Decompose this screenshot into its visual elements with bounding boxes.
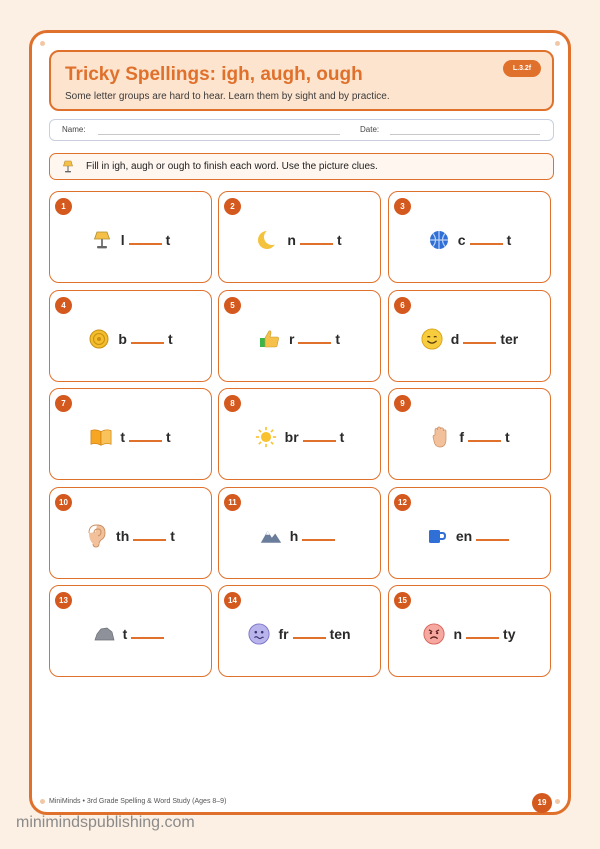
- word-start: l: [120, 232, 125, 248]
- word-end: t: [505, 429, 510, 445]
- word-end: t: [165, 232, 171, 248]
- word-row: [219, 229, 380, 251]
- page-subtitle: Some letter groups are hard to hear. Learn them by sight and by practice.: [65, 91, 390, 102]
- item-number-badge: 6: [394, 297, 411, 314]
- item-number-badge: 7: [55, 395, 72, 412]
- answer-blank[interactable]: [129, 243, 162, 245]
- exercise-card: [218, 585, 381, 677]
- angry-face-icon: [423, 623, 445, 645]
- word-start: n: [287, 232, 296, 248]
- word-end: t: [339, 429, 345, 445]
- instruction-text: Fill in igh, augh or ough to finish each word. Use the picture clues.: [86, 161, 378, 172]
- word-row: [389, 328, 550, 350]
- date-field[interactable]: [390, 134, 540, 135]
- footer-text: MiniMinds • 3rd Grade Spelling & Word Study (Ages 8–9): [49, 798, 227, 805]
- word-end: t: [167, 331, 173, 347]
- rock-icon: [93, 623, 115, 645]
- lamp-icon: [91, 229, 113, 251]
- page-title: Tricky Spellings: igh, augh, ough: [65, 64, 363, 85]
- sun-icon: [255, 426, 277, 448]
- answer-blank[interactable]: [293, 637, 326, 639]
- item-number-badge: 2: [224, 198, 241, 215]
- word-start: en: [455, 528, 473, 544]
- mountain-icon: [260, 525, 282, 547]
- moon-icon: [257, 229, 279, 251]
- corner-dot: [40, 799, 45, 804]
- answer-blank[interactable]: [303, 440, 336, 442]
- exercise-card: [388, 585, 551, 677]
- exercise-card: [388, 191, 551, 283]
- word-start: fr: [278, 626, 289, 642]
- word-start: h: [289, 528, 299, 544]
- answer-blank[interactable]: [468, 440, 501, 442]
- ball-icon: [428, 229, 450, 251]
- answer-blank[interactable]: [129, 440, 162, 442]
- word-row: [389, 525, 550, 547]
- answer-blank[interactable]: [133, 539, 166, 541]
- item-number-badge: 10: [55, 494, 72, 511]
- word-row: [219, 328, 380, 350]
- corner-dot: [555, 41, 560, 46]
- exercise-card: [218, 191, 381, 283]
- word-start: t: [120, 429, 125, 445]
- word-row: [50, 426, 211, 448]
- name-field[interactable]: [98, 134, 340, 135]
- exercise-card: [388, 487, 551, 579]
- item-number-badge: 12: [394, 494, 411, 511]
- answer-blank[interactable]: [300, 243, 333, 245]
- word-start: b: [118, 331, 127, 347]
- item-number-badge: 8: [224, 395, 241, 412]
- exercise-card: [49, 388, 212, 480]
- word-row: [50, 623, 211, 645]
- exercise-card: [218, 487, 381, 579]
- word-end: ter: [500, 331, 519, 347]
- word-end: ten: [329, 626, 351, 642]
- item-number-badge: 11: [224, 494, 241, 511]
- item-number-badge: 9: [394, 395, 411, 412]
- item-number-badge: 14: [224, 592, 241, 609]
- instruction-box: [49, 153, 554, 180]
- word-start: r: [288, 331, 295, 347]
- word-start: br: [284, 429, 299, 445]
- answer-blank[interactable]: [298, 342, 331, 344]
- exercise-card: [388, 388, 551, 480]
- answer-blank[interactable]: [466, 637, 499, 639]
- lamp-icon: [62, 160, 74, 178]
- word-row: [389, 623, 550, 645]
- word-end: t: [166, 429, 171, 445]
- date-label: Date:: [360, 125, 380, 134]
- word-row: [219, 525, 380, 547]
- name-date-bar: [49, 119, 554, 141]
- item-number-badge: 13: [55, 592, 72, 609]
- standard-code-badge: L.3.2f: [503, 60, 541, 77]
- word-start: t: [122, 626, 128, 642]
- item-number-badge: 4: [55, 297, 72, 314]
- exercise-card: [49, 585, 212, 677]
- word-start: c: [457, 232, 466, 248]
- answer-blank[interactable]: [463, 342, 496, 344]
- smiley-icon: [421, 328, 443, 350]
- exercise-card: [218, 388, 381, 480]
- item-number-badge: 3: [394, 198, 411, 215]
- corner-dot: [555, 799, 560, 804]
- ear-icon: [86, 525, 108, 547]
- exercise-card: [388, 290, 551, 382]
- word-start: f: [459, 429, 464, 445]
- page-number: 19: [532, 793, 552, 813]
- corner-dot: [40, 41, 45, 46]
- word-row: [50, 525, 211, 547]
- word-start: th: [116, 528, 130, 544]
- word-end: t: [335, 331, 341, 347]
- worksheet-page: [29, 30, 571, 815]
- thumbs-up-icon: [259, 328, 281, 350]
- mug-icon: [426, 525, 448, 547]
- exercise-card: [49, 191, 212, 283]
- word-end: t: [506, 232, 512, 248]
- coin-icon: [88, 328, 110, 350]
- word-end: t: [336, 232, 342, 248]
- exercise-card: [49, 290, 212, 382]
- word-start: n: [453, 626, 463, 642]
- answer-blank[interactable]: [131, 637, 164, 639]
- word-row: [219, 623, 380, 645]
- answer-blank[interactable]: [131, 342, 164, 344]
- word-row: [389, 229, 550, 251]
- scared-face-icon: [248, 623, 270, 645]
- watermark: minimindspublishing.com: [16, 814, 195, 831]
- hand-icon: [429, 426, 451, 448]
- item-number-badge: 5: [224, 297, 241, 314]
- answer-blank[interactable]: [470, 243, 503, 245]
- header-panel: [49, 50, 554, 111]
- answer-blank[interactable]: [302, 539, 335, 541]
- item-number-badge: 15: [394, 592, 411, 609]
- word-row: [219, 426, 380, 448]
- name-label: Name:: [62, 125, 86, 134]
- exercise-card: [218, 290, 381, 382]
- answer-blank[interactable]: [476, 539, 509, 541]
- word-start: d: [450, 331, 460, 347]
- word-row: [389, 426, 550, 448]
- word-end: t: [170, 528, 175, 544]
- word-end: ty: [503, 626, 516, 642]
- exercise-card: [49, 487, 212, 579]
- item-number-badge: 1: [55, 198, 72, 215]
- word-row: [50, 229, 211, 251]
- book-icon: [90, 426, 112, 448]
- word-row: [50, 328, 211, 350]
